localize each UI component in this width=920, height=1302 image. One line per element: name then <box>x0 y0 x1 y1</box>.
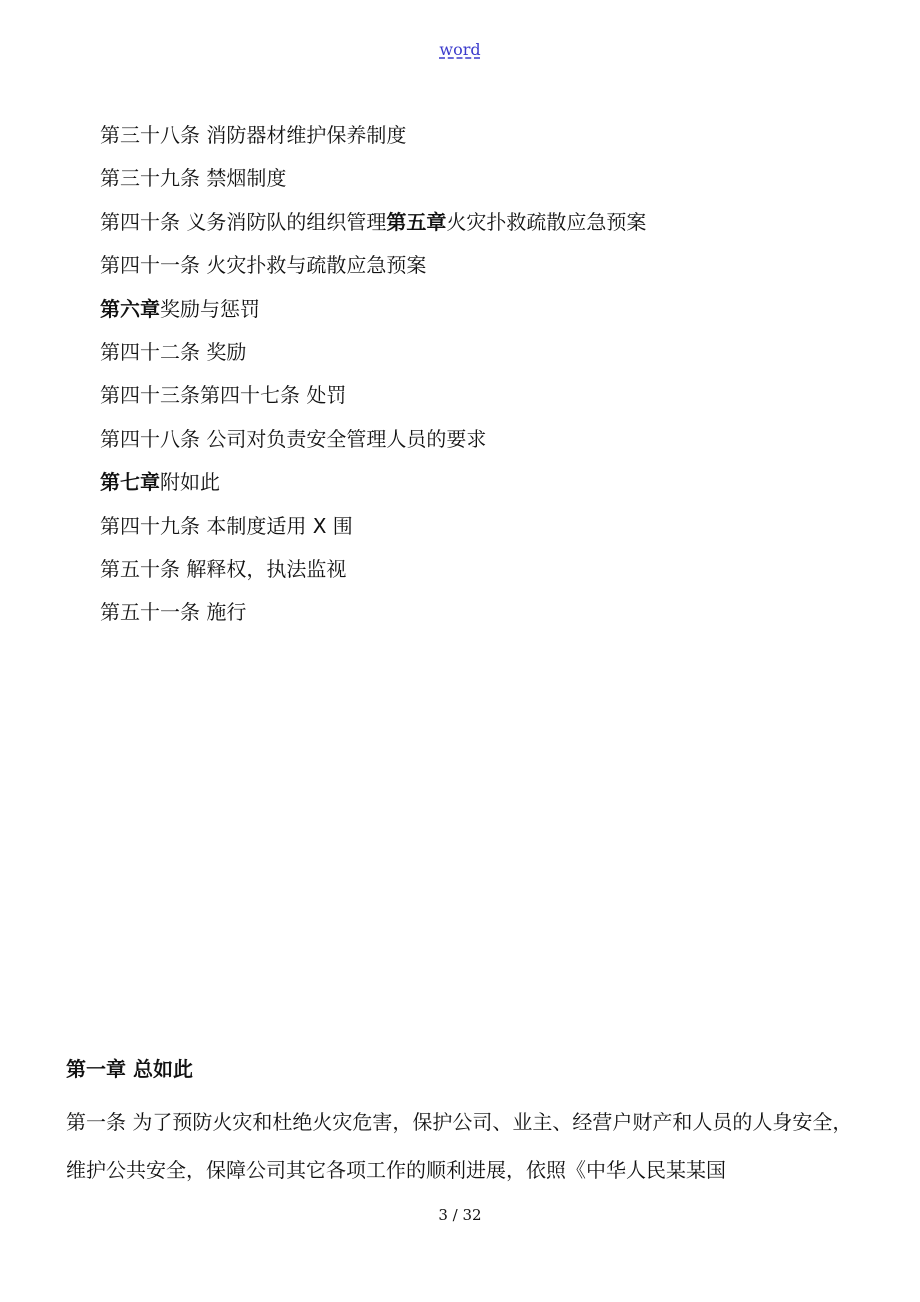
toc-item[interactable]: 第四十三条第四十七条 处罚 <box>100 383 347 408</box>
table-of-contents <box>100 120 880 641</box>
toc-chapter-item[interactable]: 第七章附如此 <box>100 470 220 495</box>
page-number: 3 / 32 <box>438 1206 482 1224</box>
toc-item[interactable]: 第三十九条 禁烟制度 <box>100 166 287 191</box>
toc-item[interactable]: 第四十九条 本制度适用 X 围 <box>100 513 353 538</box>
toc-chapter-item[interactable]: 第六章奖励与惩罚 <box>100 296 260 321</box>
page-header <box>0 40 920 59</box>
document-body <box>66 1052 866 1194</box>
toc-item[interactable]: 第四十一条 火灾扑救与疏散应急预案 <box>100 253 427 278</box>
toc-item[interactable]: 第四十二条 奖励 <box>100 339 247 364</box>
header-word-link[interactable]: word <box>439 40 481 59</box>
article-paragraph: 第一条 为了预防火灾和杜绝火灾危害，保护公司、业主、经营户财产和人员的人身安全，维护公共安全，保障公司其它各项工作的顺利进展，依照《中华人民某某国 <box>66 1110 853 1182</box>
toc-item[interactable]: 第五十条 解释权，执法监视 <box>100 556 347 581</box>
chapter-title: 第一章 总如此 <box>66 1057 193 1081</box>
toc-item[interactable]: 第四十八条 公司对负责安全管理人员的要求 <box>100 426 487 451</box>
toc-item[interactable]: 第四十条 义务消防队的组织管理第五章火灾扑救疏散应急预案 <box>100 209 647 234</box>
toc-item[interactable]: 第三十八条 消防器材维护保养制度 <box>100 123 407 147</box>
toc-item[interactable]: 第五十一条 施行 <box>100 600 247 625</box>
